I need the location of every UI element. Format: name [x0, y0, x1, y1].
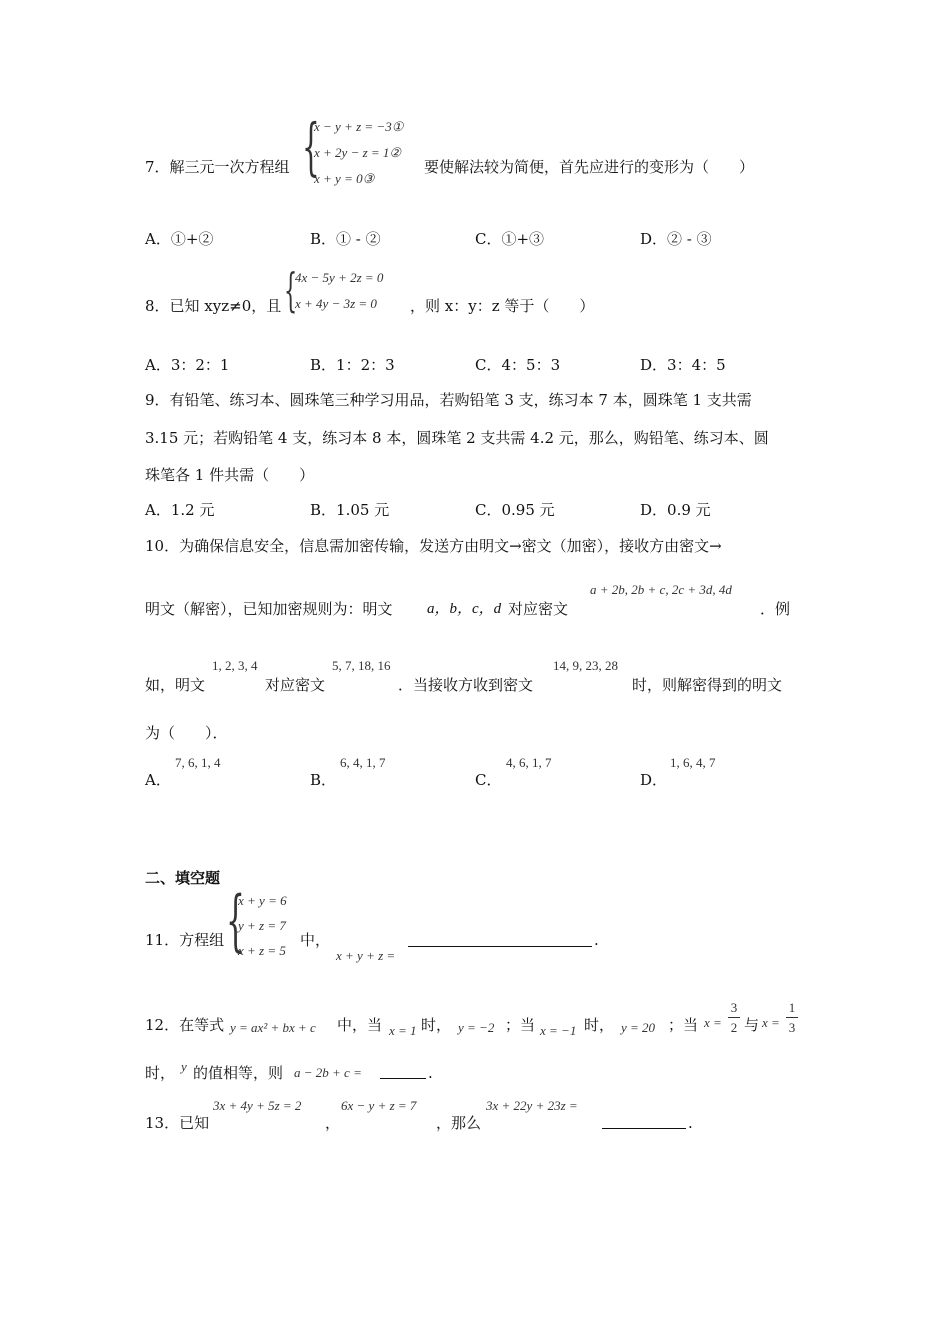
q10-option-a-value: 7, 6, 1, 4	[175, 755, 221, 770]
q12-p7: 与	[744, 1016, 760, 1034]
q10-line3-c: ．当接收方收到密文	[398, 676, 534, 694]
q13-eq2: 6x − y + z = 7	[341, 1098, 417, 1113]
q8-option-b: B．1：2：3	[310, 356, 395, 374]
q10-line3-d: 时，则解密得到的明文	[632, 676, 783, 694]
q10-line2-end: ．例	[760, 600, 791, 618]
q12-cond3-bar	[728, 1017, 740, 1018]
q12-cond4-lhs: x =	[762, 1015, 780, 1030]
q12-p5: 时，	[584, 1016, 615, 1034]
q7-option-c: C．①+③	[475, 230, 545, 248]
q8-option-d: D．3：4：5	[640, 356, 726, 374]
q8-eq1: 4x − 5y + 2z = 0	[295, 270, 384, 285]
q10-option-c-letter: C．	[475, 771, 502, 789]
q10-line2-vars: a，b，c，d	[427, 601, 502, 617]
q13-end: .	[688, 1114, 693, 1132]
section-title-fill-in: 二、填空题	[145, 869, 221, 887]
q12-p3: 时，	[421, 1016, 452, 1034]
q11-prefix: 11．方程组	[145, 931, 225, 949]
q12-cond4-bar	[786, 1017, 798, 1018]
q12-cond4-num: 1	[788, 1000, 796, 1015]
q12-l2-a: 时，	[145, 1064, 176, 1082]
q9-option-a: A．1.2 元	[145, 501, 215, 519]
q13-expr: 3x + 22y + 23z =	[486, 1098, 578, 1113]
q12-val1: y = −2	[458, 1020, 495, 1035]
q13-mid: ，那么	[436, 1114, 482, 1132]
q12-p6: ；当	[668, 1016, 699, 1034]
q13-eq1: 3x + 4y + 5z = 2	[213, 1098, 302, 1113]
q9-option-c: C．0.95 元	[475, 501, 555, 519]
q10-line3-b: 对应密文	[265, 676, 326, 694]
q9-line1: 9．有铅笔、练习本、圆珠笔三种学习用品，若购铅笔 3 支，练习本 7 本，圆珠笔 1 支共需	[145, 391, 752, 409]
q8-suffix: ，则 x：y：z 等于（ ）	[410, 297, 595, 315]
q10-option-b-letter: B．	[310, 771, 337, 789]
q11-expr: x + y + z =	[336, 948, 396, 963]
q11-eq1: x + y = 6	[238, 893, 287, 908]
q10-cipher-rule: a + 2b, 2b + c, 2c + 3d, 4d	[590, 582, 732, 597]
q8-prefix: 8．已知 xyz≠0，且	[145, 297, 282, 315]
q10-received: 14, 9, 23, 28	[553, 658, 618, 673]
q10-option-d-letter: D．	[640, 771, 668, 789]
q7-option-a: A．①+②	[145, 230, 214, 248]
q10-option-a-letter: A．	[145, 771, 171, 789]
q8-option-c: C．4：5：3	[475, 356, 561, 374]
q7-option-b: B．① - ②	[310, 230, 381, 248]
q12-p4: ；当	[505, 1016, 536, 1034]
q11-brace: {	[226, 882, 245, 959]
q8-option-a: A．3：2：1	[145, 356, 230, 374]
q12-cond3-den: 2	[730, 1020, 738, 1035]
q12-cond3-num: 3	[730, 1000, 738, 1015]
q12-cond2: x = −1	[540, 1023, 577, 1038]
q12-val2: y = 20	[621, 1020, 656, 1035]
q10-plain-example: 1, 2, 3, 4	[212, 658, 258, 673]
q10-line4: 为（ ）．	[145, 724, 228, 742]
q12-p1: 12．在等式	[145, 1016, 225, 1034]
q7-eq3: x + y = 0③	[314, 171, 375, 186]
q7-eq2: x + 2y − z = 1②	[314, 145, 402, 160]
q10-option-b-value: 6, 4, 1, 7	[340, 755, 386, 770]
q12-cond4-den: 3	[788, 1020, 796, 1035]
q10-option-c-value: 4, 6, 1, 7	[506, 755, 552, 770]
q10-cipher-example: 5, 7, 18, 16	[332, 658, 391, 673]
q11-answer-blank	[408, 946, 592, 947]
q9-line3: 珠笔各 1 件共需（ ）	[145, 466, 315, 484]
q13-sep: ，	[325, 1114, 341, 1132]
q9-option-b: B．1.05 元	[310, 501, 390, 519]
q11-middle: 中，	[300, 931, 331, 949]
q10-line2-a: 明文（解密），已知加密规则为：明文	[145, 600, 393, 618]
q12-l2-end: .	[428, 1064, 433, 1082]
q9-line2: 3.15 元；若购铅笔 4 支，练习本 8 本，圆珠笔 2 支共需 4.2 元，那么，购铅笔、练习本、圆	[145, 429, 769, 447]
q7-option-d: D．② - ③	[640, 230, 712, 248]
q11-eq2: y + z = 7	[238, 918, 286, 933]
q13-answer-blank	[602, 1128, 686, 1129]
q12-l2-var: y	[181, 1059, 187, 1074]
q12-answer-blank	[380, 1078, 426, 1079]
q10-line2-b: 对应密文	[508, 600, 569, 618]
q7-eq1: x − y + z = −3①	[314, 119, 404, 134]
q7-prefix: 7．解三元一次方程组	[145, 158, 290, 176]
q10-line1: 10．为确保信息安全，信息需加密传输，发送方由明文→密文（加密），接收方由密文→	[145, 537, 722, 555]
q12-p2: 中，当	[337, 1016, 383, 1034]
q7-brace: {	[302, 110, 320, 183]
q8-eq2: x + 4y − 3z = 0	[295, 296, 377, 311]
q10-line3-a: 如，明文	[145, 676, 206, 694]
q9-option-d: D．0.9 元	[640, 501, 711, 519]
q12-formula: y = ax² + bx + c	[230, 1020, 316, 1035]
q12-cond3-lhs: x =	[704, 1015, 722, 1030]
q11-eq3: x + z = 5	[238, 943, 286, 958]
q12-cond1: x = 1	[389, 1023, 417, 1038]
q12-l2-b: 的值相等，则	[193, 1064, 284, 1082]
q7-suffix: 要使解法较为简便，首先应进行的变形为（ ）	[424, 158, 755, 176]
q8-brace: {	[284, 263, 298, 317]
q13-prefix: 13．已知	[145, 1114, 210, 1132]
q11-end: .	[594, 931, 599, 949]
q10-option-d-value: 1, 6, 4, 7	[670, 755, 716, 770]
q12-l2-expr: a − 2b + c =	[294, 1065, 362, 1080]
